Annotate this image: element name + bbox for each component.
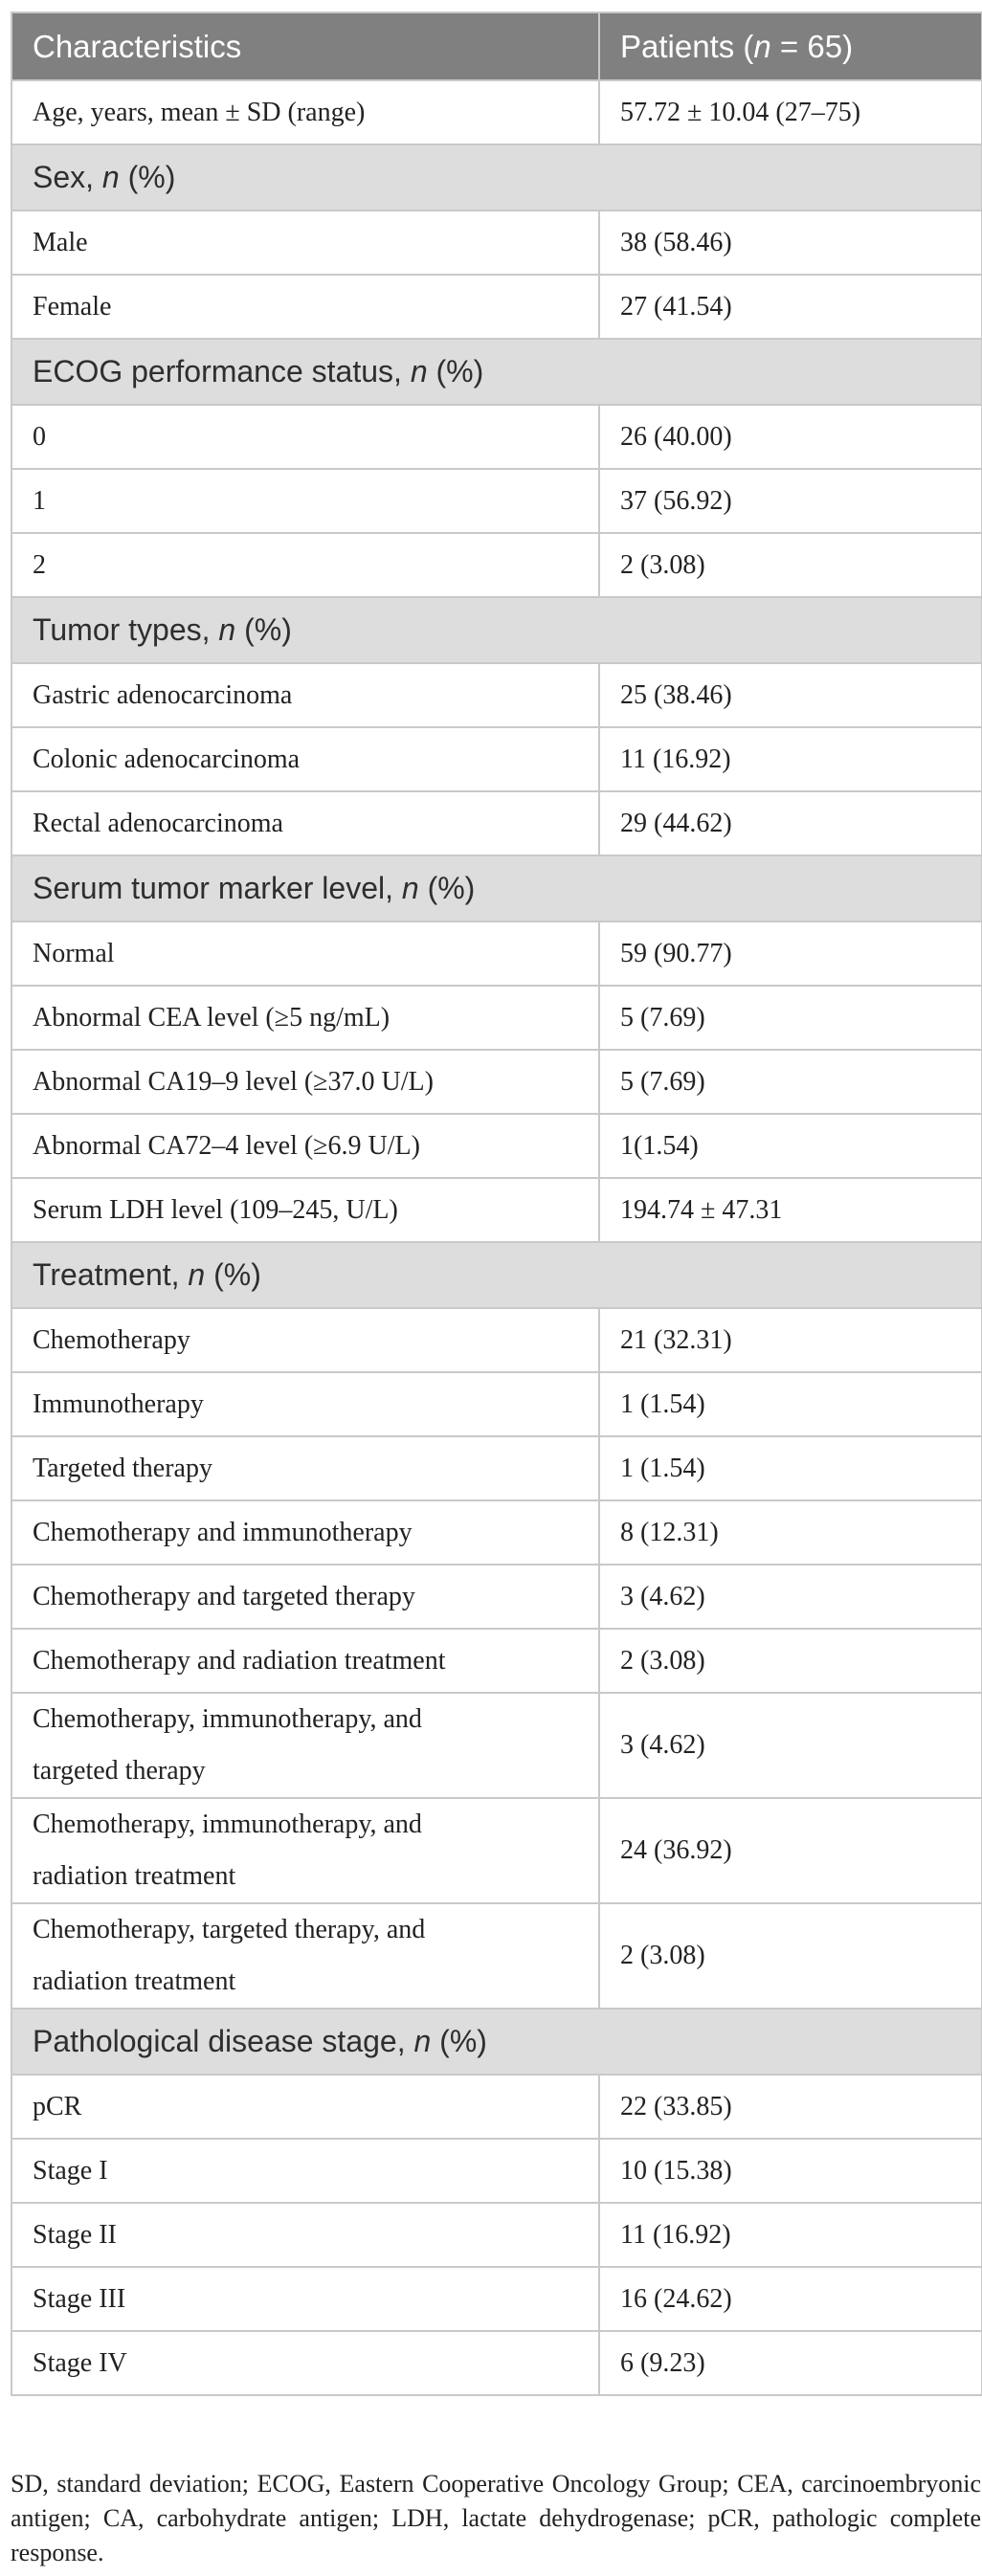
row-value: 1 (1.54)	[599, 1372, 982, 1436]
section-title-suffix: (%)	[205, 1257, 261, 1292]
column-header-patients-pre: Patients (	[620, 28, 754, 64]
section-title-text: ECOG performance status,	[33, 354, 411, 389]
table-body	[11, 80, 982, 2395]
row-label-text: Gastric adenocarcinoma	[33, 679, 293, 710]
row-value: 5 (7.69)	[599, 1050, 982, 1114]
row-label	[11, 986, 599, 1050]
table-row	[11, 1798, 982, 1903]
row-label	[11, 469, 599, 533]
table-row	[11, 922, 982, 986]
table-row	[11, 1565, 982, 1629]
table-row	[11, 2267, 982, 2331]
row-label-text: 2	[33, 549, 46, 580]
row-label	[11, 2267, 599, 2331]
row-label-text: pCR	[33, 2091, 82, 2121]
row-label	[11, 275, 599, 339]
row-label	[11, 2139, 599, 2203]
row-label	[11, 2075, 599, 2139]
row-label-text: Stage III	[33, 2283, 126, 2314]
row-label-text: Colonic adenocarcinoma	[33, 744, 301, 774]
row-value: 57.72 ± 10.04 (27–75)	[599, 80, 982, 144]
row-value: 1(1.54)	[599, 1114, 982, 1178]
row-label	[11, 1050, 599, 1114]
row-value: 21 (32.31)	[599, 1308, 982, 1372]
table-row	[11, 1308, 982, 1372]
row-label-text: Chemotherapy and targeted therapy	[33, 1581, 415, 1611]
column-header-patients-post: = 65)	[770, 28, 854, 64]
row-label	[11, 1436, 599, 1500]
row-label-text: Age, years, mean ± SD (range)	[33, 97, 366, 127]
row-value: 3 (4.62)	[599, 1565, 982, 1629]
column-header-characteristics: Characteristics	[11, 12, 599, 80]
row-label-text: Chemotherapy, immunotherapy, and radiation treatment	[33, 1810, 422, 1891]
row-value: 6 (9.23)	[599, 2331, 982, 2395]
row-label-text: Stage IV	[33, 2347, 127, 2378]
table-row	[11, 80, 982, 144]
row-value: 8 (12.31)	[599, 1500, 982, 1565]
table-row	[11, 1693, 982, 1798]
section-title-text: Pathological disease stage,	[33, 2024, 414, 2058]
row-value: 24 (36.92)	[599, 1798, 982, 1903]
row-value: 1 (1.54)	[599, 1436, 982, 1500]
row-label	[11, 1308, 599, 1372]
table-row	[11, 2331, 982, 2395]
row-value: 26 (40.00)	[599, 405, 982, 469]
section-header-row	[11, 855, 982, 922]
table-row	[11, 275, 982, 339]
row-label	[11, 1114, 599, 1178]
row-label-text: Stage I	[33, 2155, 108, 2186]
row-value: 29 (44.62)	[599, 791, 982, 855]
row-label-text: Chemotherapy and immunotherapy	[33, 1517, 413, 1547]
row-value: 38 (58.46)	[599, 211, 982, 275]
section-title-variable: n	[101, 160, 120, 194]
row-label-text: 0	[33, 421, 46, 452]
row-label-text: Normal	[33, 938, 115, 968]
table-row	[11, 405, 982, 469]
row-value: 2 (3.08)	[599, 533, 982, 597]
section-title-text: Tumor types,	[33, 612, 219, 647]
row-label	[11, 922, 599, 986]
section-header-row	[11, 339, 982, 405]
row-label	[11, 1565, 599, 1629]
table-row	[11, 663, 982, 727]
section-header-row	[11, 597, 982, 663]
row-value: 37 (56.92)	[599, 469, 982, 533]
row-label	[11, 211, 599, 275]
table-row	[11, 1629, 982, 1693]
row-label	[11, 1500, 599, 1565]
row-value: 2 (3.08)	[599, 1629, 982, 1693]
section-title-suffix: (%)	[119, 160, 176, 194]
row-label	[11, 1372, 599, 1436]
row-label	[11, 1629, 599, 1693]
row-label	[11, 533, 599, 597]
row-value: 5 (7.69)	[599, 986, 982, 1050]
row-value: 59 (90.77)	[599, 922, 982, 986]
table-row	[11, 1050, 982, 1114]
row-value: 194.74 ± 47.31	[599, 1178, 982, 1242]
row-label-text: Immunotherapy	[33, 1388, 204, 1419]
row-label-text: Chemotherapy and radiation treatment	[33, 1645, 446, 1676]
section-title-variable: n	[413, 2024, 432, 2058]
row-label-text: Female	[33, 291, 112, 322]
section-title-suffix: (%)	[235, 612, 292, 647]
section-title-text: Serum tumor marker level,	[33, 871, 402, 905]
section-title-variable: n	[218, 612, 236, 647]
table-row	[11, 533, 982, 597]
table-row	[11, 211, 982, 275]
section-title-suffix: (%)	[418, 871, 476, 905]
table-header-row	[11, 12, 982, 80]
section-title-text: Sex,	[33, 160, 102, 194]
row-value: 25 (38.46)	[599, 663, 982, 727]
table-footnote: SD, standard deviation; ECOG, Eastern Cooperative Oncology Group; CEA, carcinoembryonic antigen; CA, carbohydrate antigen; LDH, lactate dehydrogenase; pCR, pathologic complete response.	[11, 2470, 981, 2566]
row-label-text: 1	[33, 485, 46, 516]
table-row	[11, 2139, 982, 2203]
row-value: 2 (3.08)	[599, 1903, 982, 2009]
section-title-suffix: (%)	[431, 2024, 487, 2058]
row-value: 11 (16.92)	[599, 2203, 982, 2267]
table-row	[11, 2075, 982, 2139]
row-label	[11, 1798, 599, 1903]
table-row	[11, 1372, 982, 1436]
section-title	[11, 855, 982, 922]
row-label	[11, 2203, 599, 2267]
row-label-text: Chemotherapy, immunotherapy, and targeted therapy	[33, 1704, 422, 1786]
row-label-text: Chemotherapy, targeted therapy, and radiation treatment	[33, 1915, 426, 1996]
column-header-patients	[599, 12, 982, 80]
table-row	[11, 1114, 982, 1178]
table-row	[11, 727, 982, 791]
section-header-row	[11, 1242, 982, 1308]
section-title	[11, 597, 982, 663]
row-label	[11, 405, 599, 469]
row-label	[11, 663, 599, 727]
row-value: 11 (16.92)	[599, 727, 982, 791]
row-label-text: Serum LDH level (109–245, U/L)	[33, 1194, 398, 1225]
table-row	[11, 1903, 982, 2009]
row-label-text: Stage II	[33, 2219, 117, 2250]
section-title-text: Treatment,	[33, 1257, 189, 1292]
section-title	[11, 144, 982, 211]
table-row	[11, 791, 982, 855]
row-label-text: Targeted therapy	[33, 1453, 212, 1483]
row-label-text: Rectal adenocarcinoma	[33, 808, 283, 838]
row-label	[11, 1178, 599, 1242]
row-label	[11, 80, 599, 144]
row-value: 3 (4.62)	[599, 1693, 982, 1798]
row-label-text: Abnormal CA72–4 level (≥6.9 U/L)	[33, 1130, 420, 1161]
table-row	[11, 2203, 982, 2267]
column-header-patients-var: n	[753, 28, 771, 64]
row-value: 27 (41.54)	[599, 275, 982, 339]
section-header-row	[11, 144, 982, 211]
row-label	[11, 727, 599, 791]
row-value: 16 (24.62)	[599, 2267, 982, 2331]
table-row	[11, 469, 982, 533]
section-title	[11, 2009, 982, 2075]
row-value: 22 (33.85)	[599, 2075, 982, 2139]
table-row	[11, 986, 982, 1050]
row-label-text: Chemotherapy	[33, 1324, 190, 1355]
table-row	[11, 1436, 982, 1500]
section-title	[11, 1242, 982, 1308]
table-row	[11, 1500, 982, 1565]
row-label	[11, 2331, 599, 2395]
row-label-text: Abnormal CA19–9 level (≥37.0 U/L)	[33, 1066, 434, 1097]
row-label-text: Abnormal CEA level (≥5 ng/mL)	[33, 1002, 391, 1033]
section-title	[11, 339, 982, 405]
row-label-text: Male	[33, 227, 88, 257]
section-title-variable: n	[188, 1257, 206, 1292]
section-title-variable: n	[401, 871, 419, 905]
table-row	[11, 1178, 982, 1242]
section-title-suffix: (%)	[427, 354, 484, 389]
section-header-row	[11, 2009, 982, 2075]
row-label	[11, 1903, 599, 2009]
characteristics-table	[11, 11, 982, 2396]
row-value: 10 (15.38)	[599, 2139, 982, 2203]
row-label	[11, 1693, 599, 1798]
section-title-variable: n	[410, 354, 428, 389]
row-label	[11, 791, 599, 855]
